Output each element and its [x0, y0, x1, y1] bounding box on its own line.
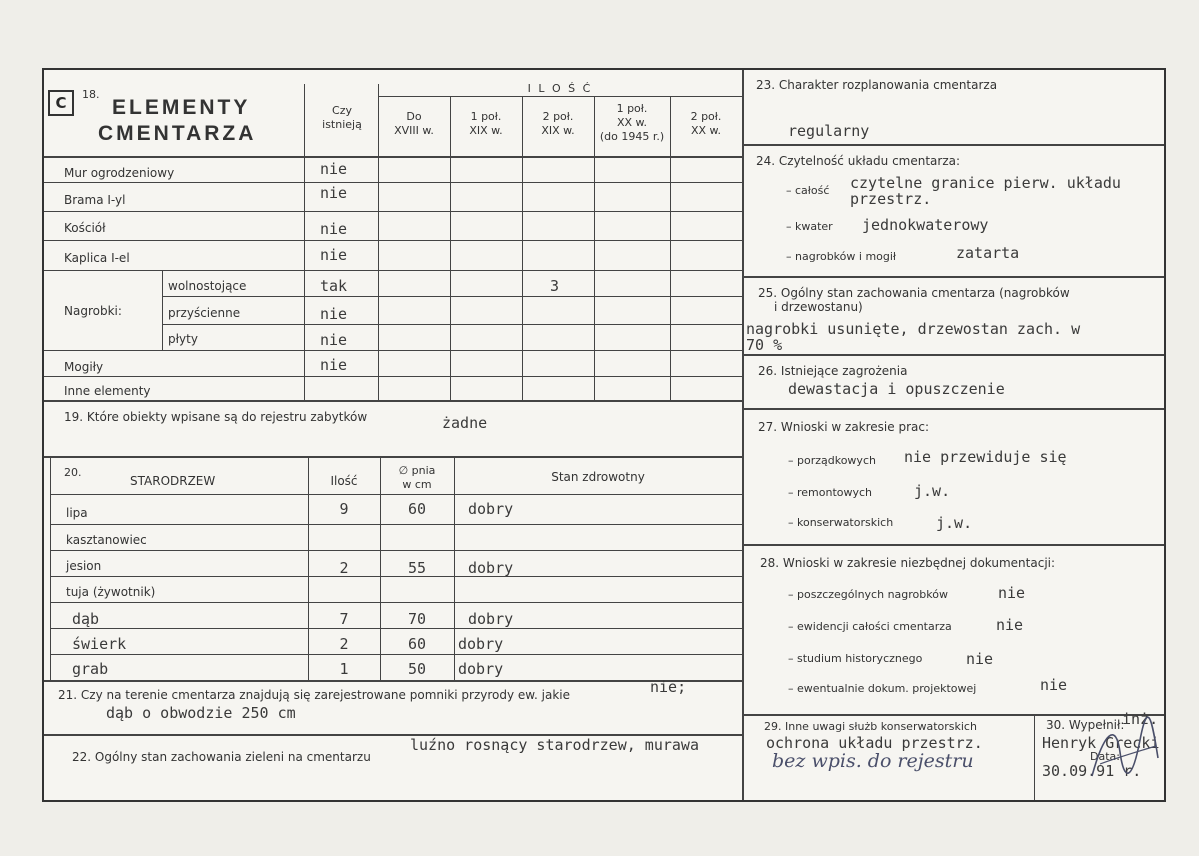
q25-label-l2: i drzewostanu) [774, 300, 863, 314]
col-exists-l1: Czy [332, 104, 352, 117]
tree-name-grab: grab [72, 660, 109, 678]
q24-nagrobkow-label: – nagrobków i mogił [786, 250, 897, 263]
col-xx2-l1: 2 poł. [690, 110, 722, 123]
tree-diameter-dab: 70 [407, 610, 427, 628]
col-xix1-l2: XIX w. [469, 124, 503, 137]
row-value-mogily: nie [320, 356, 348, 374]
tree-name-jesion: jesion [66, 559, 102, 573]
q27-porzadkowych-value: nie przewiduje się [904, 448, 1067, 466]
tree-name-lipa: lipa [66, 506, 88, 520]
tree-state-grab: dobry [458, 660, 504, 678]
tree-diameter-jesion: 55 [407, 559, 427, 577]
q30-name-prefix: inż. [1122, 710, 1159, 728]
q20-col-pnia-l2: w cm [402, 478, 432, 491]
row-value-plyty: nie [320, 331, 348, 349]
q24-label: 24. Czytelność układu cmentarza: [756, 154, 961, 168]
q20-col-ilosc: Ilość [330, 474, 358, 488]
row-value-brama: nie [320, 184, 348, 202]
tree-name-swierk: świerk [72, 635, 127, 653]
q22-value: luźno rosnący starodrzew, murawa [410, 736, 699, 754]
col-xx1-l3: (do 1945 r.) [599, 130, 665, 143]
tree-state-lipa: dobry [468, 500, 514, 518]
q26-value: dewastacja i opuszczenie [788, 380, 1005, 398]
q27-porzadkowych-label: – porządkowych [788, 454, 876, 467]
q30-name: Henryk Grecki [1042, 734, 1160, 752]
q25-value-l2: 70 % [746, 336, 783, 354]
q28-poszczegolnych-label: – poszczególnych nagrobków [788, 588, 948, 601]
q21-label: 21. Czy na terenie cmentarza znajdują się zarejestrowane pomniki przyrody ew. jakie [58, 688, 570, 702]
q27-konserwatorskich-value: j.w. [936, 514, 973, 532]
row-label-wolnostojace: wolnostojące [168, 279, 247, 293]
row-value-kosciol: nie [320, 220, 348, 238]
tree-name-dab: dąb [72, 610, 100, 628]
section-18-number: 18. [82, 88, 100, 101]
q24-calosc-value-l2: przestrz. [850, 190, 932, 208]
tree-name-kasztanowiec: kasztanowiec [66, 533, 147, 547]
q20-title: STARODRZEW [130, 474, 216, 488]
row-label-przyscienne: przyścienne [168, 306, 241, 320]
q21-answer: nie; [650, 678, 687, 696]
q28-poszczegolnych-value: nie [998, 584, 1026, 602]
row-label-kaplica: Kaplica I-el [64, 251, 130, 265]
col-xx2-l2: XX w. [690, 124, 722, 137]
tree-diameter-swierk: 60 [407, 635, 427, 653]
tree-count-jesion: 2 [339, 559, 349, 577]
q28-ewidencji-value: nie [996, 616, 1024, 634]
row-label-nagrobki: Nagrobki: [64, 304, 122, 318]
row-value-wolnostojace: tak [320, 277, 348, 295]
q28-studium-value: nie [966, 650, 994, 668]
tree-count-lipa: 9 [339, 500, 349, 518]
col-xix2-l2: XIX w. [541, 124, 575, 137]
q27-remontowych-label: – remontowych [788, 486, 873, 499]
q24-calosc-value-l1: czytelne granice pierw. układu [850, 174, 1121, 192]
q28-studium-label: – studium historycznego [788, 652, 923, 665]
q29-label: 29. Inne uwagi służb konserwatorskich [764, 720, 977, 733]
tree-diameter-lipa: 60 [407, 500, 427, 518]
q20-col-stan: Stan zdrowotny [551, 470, 645, 484]
q21-detail: dąb o obwodzie 250 cm [106, 704, 296, 722]
q24-nagrobkow-value: zatarta [956, 244, 1020, 262]
q24-kwater-value: jednokwaterowy [862, 216, 989, 234]
q27-konserwatorskich-label: – konserwatorskich [788, 516, 894, 529]
q28-projekt-label: – ewentualnie dokum. projektowej [788, 682, 977, 695]
col-xviii-l1: Do [406, 110, 422, 123]
tree-count-grab: 1 [339, 660, 349, 678]
tree-name-tuja: tuja (żywotnik) [66, 585, 156, 599]
row-label-mur: Mur ogrodzeniowy [64, 166, 175, 180]
q24-kwater-label: – kwater [786, 220, 833, 233]
row-value-kaplica: nie [320, 246, 348, 264]
row-label-brama: Brama I-yl [64, 193, 126, 207]
row-value-przyscienne: nie [320, 305, 348, 323]
q27-remontowych-value: j.w. [914, 482, 951, 500]
q19-label: 19. Które obiekty wpisane są do rejestru zabytków [64, 410, 368, 424]
q26-label: 26. Istniejące zagrożenia [758, 364, 908, 378]
tree-state-dab: dobry [468, 610, 514, 628]
q25-label-l1: 25. Ogólny stan zachowania cmentarza (nagrobków [758, 286, 1070, 300]
category-box: C [48, 90, 74, 116]
q29-value: ochrona układu przestrz. [766, 734, 983, 752]
q27-label: 27. Wnioski w zakresie prac: [758, 420, 930, 434]
q30-label: 30. Wypełnił: [1046, 718, 1125, 732]
q23-label: 23. Charakter rozplanowania cmentarza [756, 78, 998, 92]
signature [1086, 712, 1162, 786]
row-value-mur: nie [320, 160, 348, 178]
q29-handwritten: bez wpis. do rejestru [772, 750, 974, 772]
q23-value: regularny [788, 122, 870, 140]
q30-date-label: Data: [1090, 750, 1120, 763]
elements-title-line1: ELEMENTY [112, 96, 251, 119]
col-xx1-l1: 1 poł. [616, 102, 648, 115]
col-xviii-l2: XVIII w. [394, 124, 434, 137]
q22-label: 22. Ogólny stan zachowania zieleni na cmentarzu [72, 750, 371, 764]
q28-label: 28. Wnioski w zakresie niezbędnej dokumentacji: [760, 556, 1056, 570]
q19-value: żadne [442, 414, 488, 432]
col-exists-l2: istnieją [322, 118, 362, 131]
q20-number: 20. [64, 466, 82, 479]
row-label-inne: Inne elementy [64, 384, 151, 398]
col-xx1-l2: XX w. [616, 116, 648, 129]
tree-state-jesion: dobry [468, 559, 514, 577]
cemetery-record-card [42, 68, 1166, 802]
tree-count-swierk: 2 [339, 635, 349, 653]
q25-value-l1: nagrobki usunięte, drzewostan zach. w [746, 320, 1081, 338]
q24-calosc-label: – całość [786, 184, 830, 197]
elements-title-line2: CMENTARZA [98, 122, 257, 145]
col-ilosc-header: I L O Ś Ć [527, 82, 593, 95]
q20-col-pnia-l1: ∅ pnia [398, 464, 436, 477]
tree-count-dab: 7 [339, 610, 349, 628]
row-value-wolnostojace-xix2: 3 [550, 277, 560, 295]
row-label-plyty: płyty [168, 332, 198, 346]
row-label-mogily: Mogiły [64, 360, 104, 374]
tree-diameter-grab: 50 [407, 660, 427, 678]
q28-projekt-value: nie [1040, 676, 1068, 694]
col-xix1-l1: 1 poł. [470, 110, 502, 123]
q30-date: 30.09.91 r. [1042, 762, 1142, 780]
tree-state-swierk: dobry [458, 635, 504, 653]
col-xix2-l1: 2 poł. [542, 110, 574, 123]
q28-ewidencji-label: – ewidencji całości cmentarza [788, 620, 952, 633]
row-label-kosciol: Kościół [64, 221, 106, 235]
